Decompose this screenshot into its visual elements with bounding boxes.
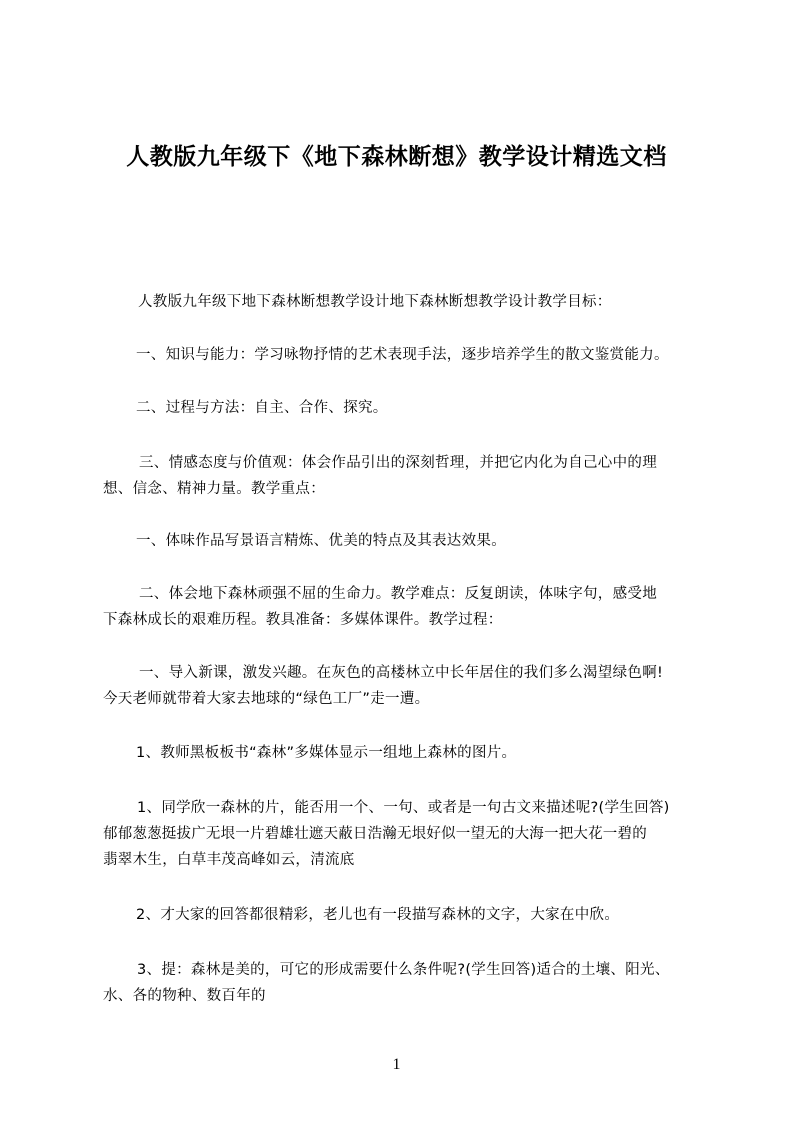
paragraph-1 — [138, 289, 738, 315]
paragraph-line: 1、教师黑板板书“森林”多媒体显示一组地上森林的图片。 — [136, 745, 517, 761]
document-title: 人教版九年级下《地下森林断想》教学设计精选文档 — [126, 144, 667, 170]
paragraph-line: 2、才大家的回答都很精彩，老儿也有一段描写森林的文字，大家在中欣。 — [136, 907, 620, 923]
paragraph-line: 人教版九年级下地下森林断想教学设计地下森林断想教学设计教学目标： — [138, 294, 612, 310]
paragraph-line: 今天老师就带着大家去地球的“绿色工厂”走一遭。 — [103, 691, 430, 707]
paragraph-line: 1、同学欣一森林的片，能否用一个、一句、或者是一句古文来描述呢?(学生回答) — [137, 800, 670, 816]
paragraph-line: 二、过程与方法：自主、合作、探究。 — [136, 400, 388, 416]
paragraph-line: 二、体会地下森林顽强不屈的生命力。教学难点：反复朗读，体味字句，感受地 — [139, 586, 657, 602]
paragraph-6 — [103, 581, 703, 633]
paragraph-line: 翡翠木生，白草丰茂高峰如云，清流底 — [103, 852, 355, 868]
paragraph-line: 一、导入新课，激发兴趣。在灰色的高楼林立中长年居住的我们多么渴望绿色啊! — [139, 665, 664, 681]
paragraph-line: 想、信念、精神力量。教学重点： — [103, 481, 325, 497]
paragraph-7 — [103, 660, 703, 712]
paragraph-8 — [136, 740, 736, 766]
paragraph-line: 3、提：森林是美的，可它的形成需要什么条件呢?(学生回答)适合的土壤、阳光、 — [137, 962, 670, 978]
paragraph-line: 郁郁葱葱挺拔广无垠一片碧雄壮遮天蔽日浩瀚无垠好似一望无的大海一把大花一碧的 — [103, 826, 647, 842]
paragraph-3 — [136, 395, 736, 421]
paragraph-2 — [136, 342, 736, 368]
paragraph-4 — [103, 450, 703, 502]
page-number: 1 — [392, 1056, 401, 1073]
paragraph-9 — [103, 795, 703, 873]
paragraph-10 — [136, 902, 736, 928]
paragraph-line: 三、情感态度与价值观：体会作品引出的深刻哲理，并把它内化为自己心中的理 — [139, 455, 657, 471]
paragraph-line: 一、知识与能力：学习咏物抒情的艺术表现手法，逐步培养学生的散文鉴赏能力。 — [136, 347, 669, 363]
paragraph-line: 下森林成长的艰难历程。教具准备：多媒体课件。教学过程： — [103, 612, 503, 628]
paragraph-line: 水、各的物种、数百年的 — [103, 988, 266, 1004]
paragraph-5 — [136, 528, 736, 554]
paragraph-11 — [103, 957, 703, 1009]
paragraph-line: 一、体味作品写景语言精炼、优美的特点及其表达效果。 — [136, 533, 506, 549]
